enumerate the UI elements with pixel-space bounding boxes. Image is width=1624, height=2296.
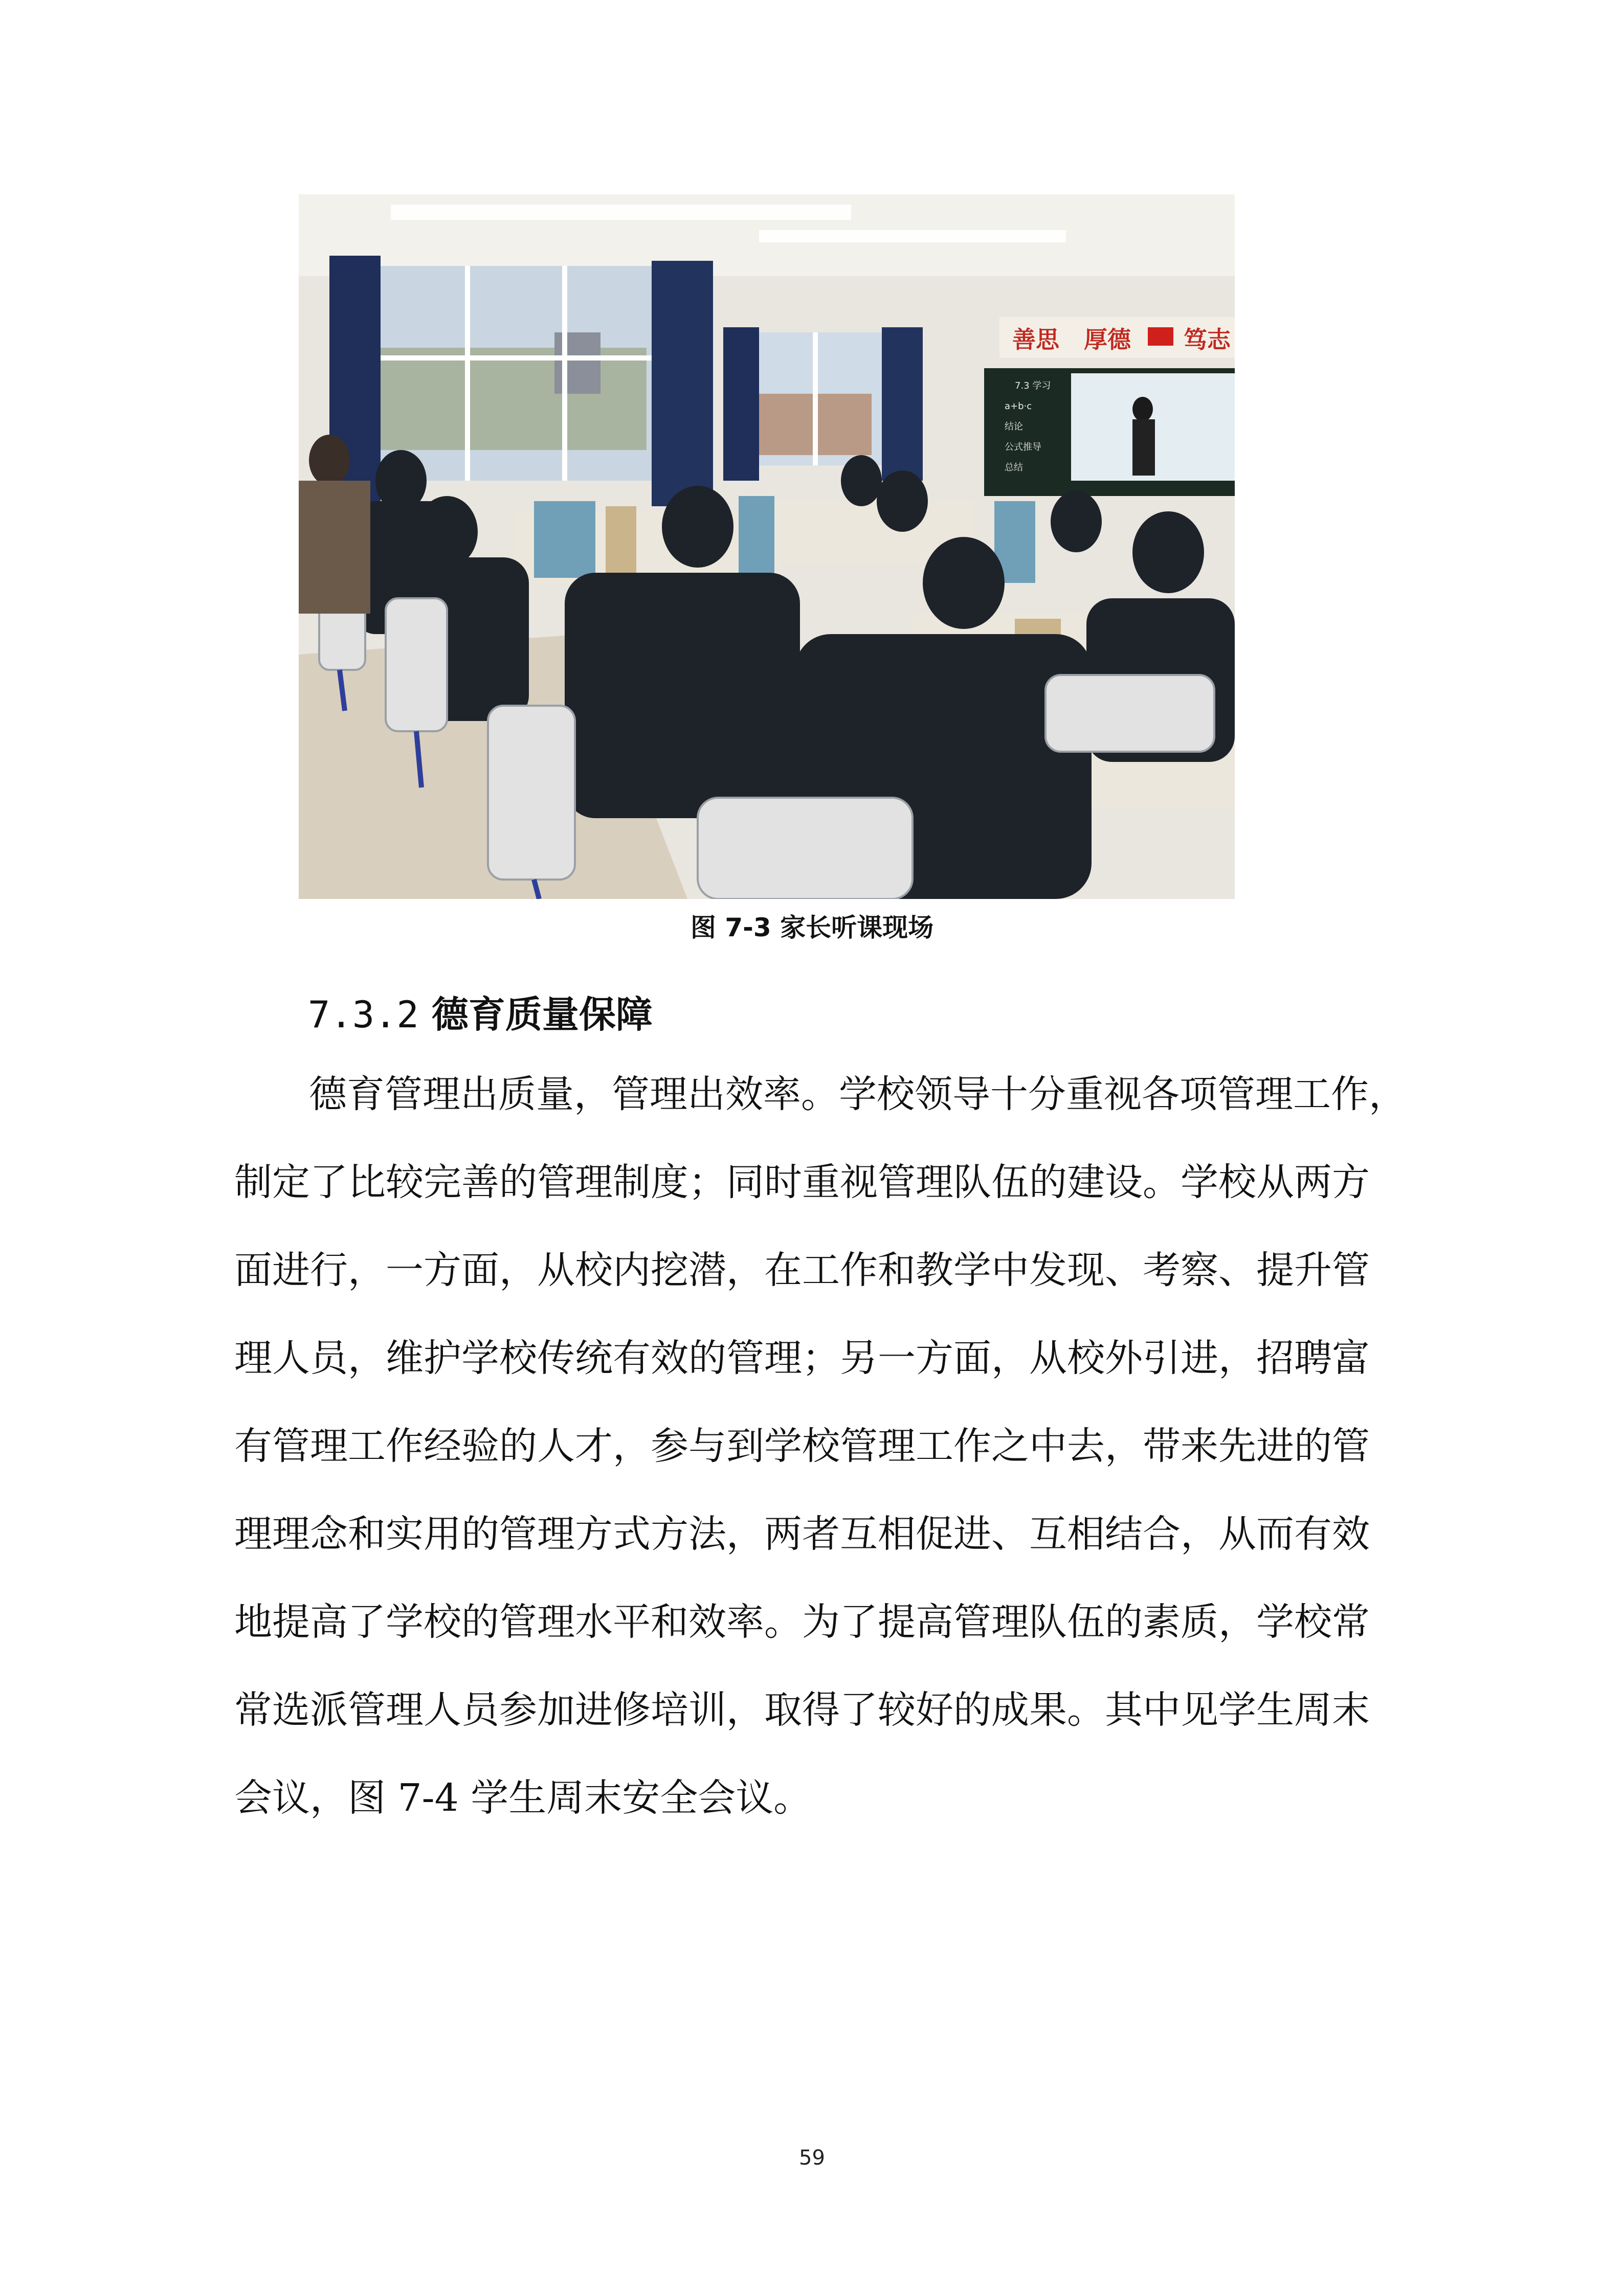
paragraph-line: 有管理工作经验的人才，参与到学校管理工作之中去，带来先进的管 — [234, 1424, 1370, 1468]
paragraph-line: 德育管理出质量，管理出效率。学校领导十分重视各项管理工作， — [309, 1072, 1407, 1116]
paragraph-line: 常选派管理人员参加进修培训，取得了较好的成果。其中见学生周末 — [234, 1688, 1370, 1732]
svg-text:厚德: 厚德 — [1084, 326, 1131, 353]
paragraph-line: 制定了比较完善的管理制度；同时重视管理队伍的建设。学校从两方 — [234, 1160, 1370, 1204]
section-heading — [308, 989, 653, 1040]
classroom-photo — [299, 194, 1235, 899]
page-number: 59 — [799, 2146, 825, 2170]
paragraph-line: 理理念和实用的管理方式方法，两者互相促进、互相结合，从而有效 — [234, 1512, 1370, 1556]
svg-text:7.3 学习: 7.3 学习 — [1015, 380, 1051, 391]
svg-text:a+b·c: a+b·c — [1005, 401, 1032, 412]
section-number: 7.3.2 — [308, 993, 419, 1036]
svg-text:笃志: 笃志 — [1184, 326, 1231, 353]
figure-caption: 图 7-3 家长听课现场 — [690, 913, 934, 942]
paragraph-line: 理人员，维护学校传统有效的管理；另一方面，从校外引进，招聘富 — [234, 1336, 1370, 1380]
classroom-photo-illustration — [299, 194, 1235, 899]
svg-text:善思: 善思 — [1012, 326, 1059, 353]
paragraph-line: 会议，图 7-4 学生周末安全会议。 — [234, 1776, 812, 1820]
paragraph-line: 地提高了学校的管理水平和效率。为了提高管理队伍的素质，学校常 — [234, 1600, 1370, 1644]
section-title: 德育质量保障 — [431, 993, 653, 1036]
banner-text — [1012, 326, 1231, 353]
svg-text:总结: 总结 — [1005, 462, 1023, 473]
paragraph-line: 面进行，一方面，从校内挖潜，在工作和教学中发现、考察、提升管 — [234, 1248, 1370, 1292]
svg-text:结论: 结论 — [1005, 421, 1023, 432]
svg-text:公式推导: 公式推导 — [1005, 442, 1041, 453]
